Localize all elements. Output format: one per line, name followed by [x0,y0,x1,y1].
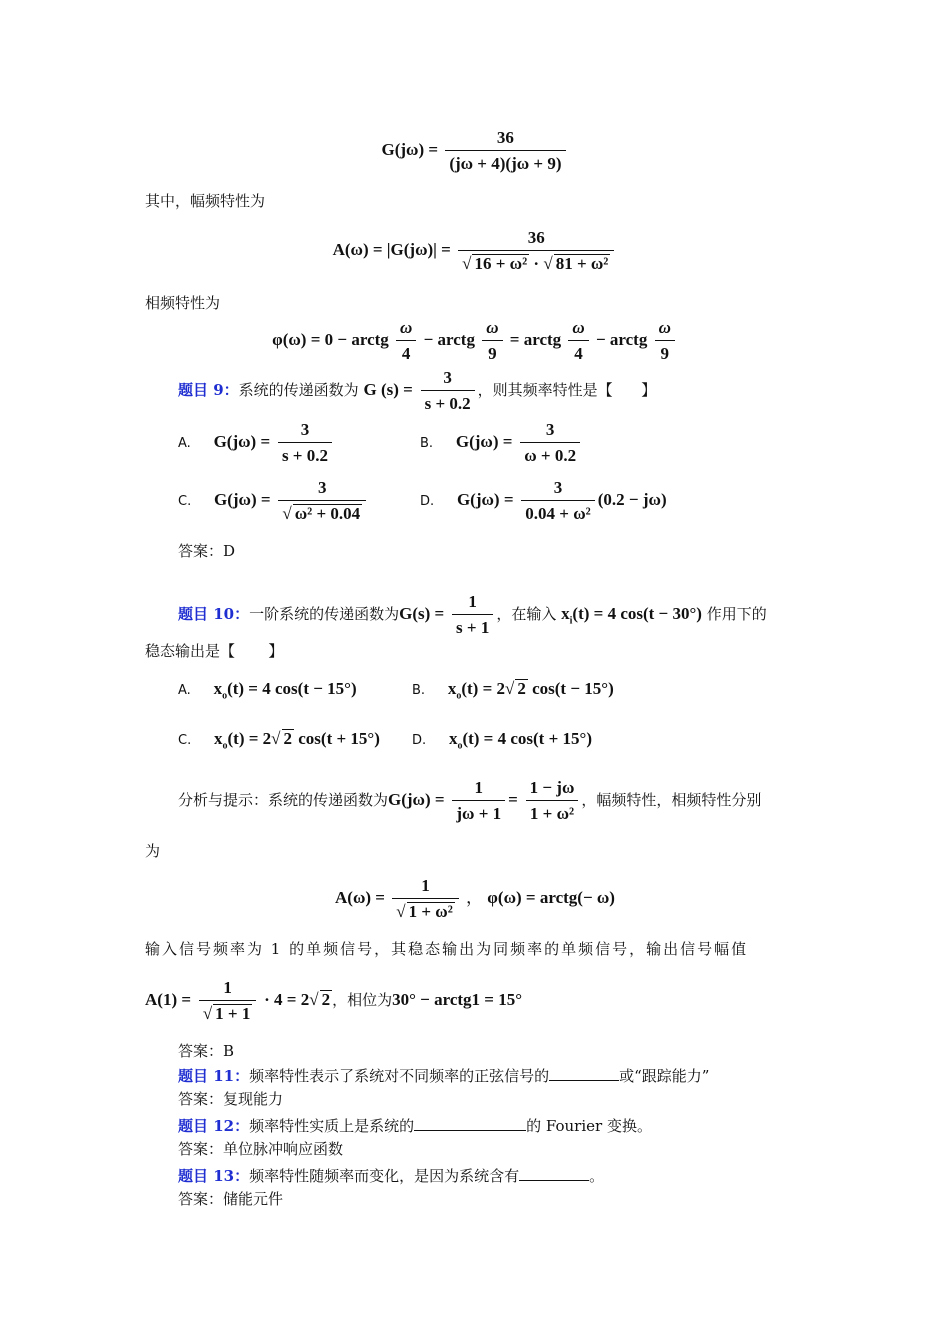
q11-label: 题目 11： [178,1067,250,1085]
q9-option-b-fraction [520,420,580,466]
q9-option-a-fraction [278,420,332,466]
q10-amp-sep: ， [466,887,484,907]
q10-calc-lhs: A(1) = [145,990,192,1009]
q10-hint-frac2 [526,778,579,824]
q10-hint-b: ，幅频特性，相频特性分别 [581,791,762,809]
eq3-op3: − arctg [595,329,648,349]
q10-answer: 答案：B [178,1042,235,1060]
equation-amplitude [0,228,950,274]
q9-tf-fraction [421,368,475,414]
q10-calc-rest-a: · 4 = 2 [264,990,310,1009]
q10-option-a-label: A. [178,683,191,698]
q10-calc-den: 1 + 1 [215,1004,251,1023]
q10-hint-f2-den: 1 + ω² [529,804,575,823]
eq1-num: 36 [445,128,565,151]
q10-hint-a: 分析与提示：系统的传递函数为 [178,791,389,809]
q13-stem [178,1164,604,1187]
q9-option-c-label: C. [178,494,192,509]
eq2-den-a: 16 + ω² [474,254,528,273]
q10-stem-a: 一阶系统的传递函数为 [249,605,400,623]
q9-option-b-num: 3 [520,420,580,443]
q10-calc-fraction [199,978,257,1024]
q10-hint-f1-den: jω + 1 [456,804,502,823]
q10-option-d-expr-wrap [448,729,592,752]
q10-tf-den: s + 1 [456,618,490,637]
q10-input-sub: i [569,615,573,627]
q10-hint-line2: 为 [145,842,161,860]
q10-hint-lhs: G(jω) = [388,790,445,809]
eq2-lhs: A(ω) = |G(jω)| = [332,239,451,259]
q10-amp-den: 1 + ω² [408,902,453,921]
q10-amp-phase [0,876,950,922]
q13-stem-a: 频率特性随频率而变化，是因为系统含有 [249,1167,520,1185]
q10-option-b-rad: 2 [517,679,526,698]
q9-option-c-den-wrap: √ ω² + 0.04 [282,504,361,523]
q10-option-a-expr-wrap [213,679,357,702]
q9-option-b-lhs: G(jω) = [455,432,513,451]
q9-option-b-den: ω + 0.2 [524,446,577,465]
q9-stem-b: ，则其频率特性是【 [477,381,613,399]
eq3-f1-den: 4 [401,344,411,363]
q10-tf-num: 1 [452,592,493,615]
q10-option-a-x: x [213,679,223,698]
q9-option-c-fraction [278,478,366,524]
q11-stem-b: 或“跟踪能力” [619,1067,710,1085]
q10-stem-line2 [145,640,283,662]
q10-stem-b: ，在输入 [496,605,557,623]
q10-option-b[interactable] [412,678,614,707]
eq3-frac2 [482,318,502,364]
text-phase-intro: 相频特性为 [145,294,221,312]
eq3-lhs: φ(ω) = 0 − arctg [272,329,389,349]
q10-option-b-expr-a: (t) = 2 [461,679,506,698]
q10-input-rest: (t) = 4 cos(t − 30°) [572,604,702,623]
eq3-f2-num: ω [482,318,502,341]
q10-input-x: x [561,604,570,623]
q10-option-d-x: x [448,729,458,748]
q10-paragraph: 输入信号频率为 1 的单频信号，其稳态输出为同频率的单频信号，输出信号幅值 [145,940,749,958]
q10-option-c-expr-a: (t) = 2 [227,729,272,748]
q10-option-d-sub: o [457,740,463,752]
q9-option-d-den: 0.04 + ω² [525,504,591,523]
q11-blank[interactable] [549,1064,619,1081]
q9-tf-lhs: G (s) = [363,380,413,399]
eq1-den: (jω + 4)(jω + 9) [449,154,562,173]
eq3-f4-den: 9 [660,344,669,363]
q9-option-a-lhs: G(jω) = [213,432,271,451]
q9-option-c-lhs: G(jω) = [214,490,271,509]
q10-option-d-expr: (t) = 4 cos(t + 15°) [462,729,592,748]
q10-calc-rest: · 4 = 2√ 2 [264,990,331,1009]
q10-calc-mid: ，相位为 [332,991,393,1009]
q10-option-b-sub: o [456,690,462,702]
q13-label: 题目 13： [178,1167,250,1185]
q10-stem-e: 】 [268,642,284,660]
text-amp-intro: 其中，幅频特性为 [145,192,266,210]
q9-option-c-num: 3 [278,478,366,501]
q9-option-c[interactable] [178,478,369,524]
q13-answer: 答案：储能元件 [178,1190,284,1208]
eq3-f4-num: ω [655,318,675,341]
q9-option-a-den: s + 0.2 [281,446,328,465]
q10-input [561,604,702,627]
q10-option-a[interactable] [178,678,357,707]
q10-option-c-expr-b: cos(t + 15°) [298,729,380,748]
equation-phase [0,318,950,364]
q10-option-a-expr: (t) = 4 cos(t − 15°) [227,679,357,698]
q9-label: 题目 9： [178,381,239,399]
q9-stem [178,368,656,414]
eq3-f3-den: 4 [574,344,583,363]
q13-blank[interactable] [519,1164,589,1181]
q9-option-c-den: ω² + 0.04 [294,504,361,523]
eq2-dot: · [533,254,540,273]
q12-stem [178,1114,652,1137]
q10-amp-den-wrap: √ 1 + ω² [396,902,453,921]
q11-stem [178,1064,709,1087]
q10-option-a-sub: o [222,690,228,702]
q10-option-c-rad: 2 [283,729,293,748]
eq3-op2: = arctg [509,329,562,349]
q9-answer: 答案：D [178,542,236,560]
q9-option-d-label: D. [420,494,435,509]
eq2-den: √ 16 + ω² · √ 81 + ω² [462,254,609,273]
q9-option-a-num: 3 [278,420,332,443]
q13-stem-b: 。 [589,1167,605,1185]
q10-label: 题目 10： [178,605,250,623]
q10-calc-phase: 30° − arctg1 = 15° [392,990,523,1009]
q9-option-d-num: 3 [521,478,594,501]
q10-option-b-expr-wrap: $x_o(t) = 2√$ 2 cos(t − 15°) [447,679,614,702]
eq2-fraction [458,228,614,274]
eq3-frac4 [655,318,675,364]
q9-option-d-lhs: G(jω) = [456,490,514,509]
q10-calc-den-wrap: √ 1 + 1 [202,1004,251,1023]
eq3-frac3 [568,318,588,364]
q9-stem-c: 】 [641,381,657,399]
q10-amp-fraction [392,876,459,922]
eq3-frac1 [396,318,416,364]
q10-option-b-x: x [447,679,457,698]
q9-stem-a: 系统的传递函数为 [238,381,359,399]
q9-option-a-label: A. [178,436,191,451]
q10-option-b-label: B. [412,683,426,698]
q10-option-c-sub: o [222,740,228,752]
q10-hint-frac1 [452,778,505,824]
q9-option-d-tail: (0.2 − jω) [597,490,667,509]
q10-option-d[interactable] [412,728,592,757]
q10-phase: φ(ω) = arctg(− ω) [487,887,615,907]
q10-hint-f2-num: 1 − jω [526,778,579,801]
q10-calc [145,978,522,1024]
q10-stem [178,592,767,638]
eq2-num: 36 [458,228,614,251]
q10-option-c-x: x [214,729,223,748]
q10-option-d-label: D. [412,733,427,748]
q10-hint-f1-num: 1 [452,778,505,801]
q11-answer: 答案：复现能力 [178,1090,284,1108]
q10-amp-lhs: A(ω) = [335,887,385,907]
q10-option-c-expr-wrap: $x_o(t) = 2√$ 2 cos(t + 15°) [214,729,380,752]
q12-stem-a: 频率特性实质上是系统的 [249,1117,415,1135]
q11-stem-a: 频率特性表示了系统对不同频率的正弦信号的 [249,1067,550,1085]
q9-option-b-label: B. [420,436,434,451]
q10-amp-num: 1 [392,876,459,899]
q10-tf-lhs: G(s) = [399,604,445,623]
eq1-fraction [445,128,565,174]
q9-tf-num: 3 [421,368,475,391]
q10-calc-rad: 2 [321,990,331,1009]
q9-option-a[interactable] [178,420,335,466]
eq2-den-b: 81 + ω² [555,254,609,273]
q12-stem-b: 的 Fourier 变换。 [526,1117,652,1135]
q10-stem-c: 作用下的 [706,605,767,623]
q12-answer: 答案：单位脉冲响应函数 [178,1140,344,1158]
eq3-op1: − arctg [423,329,475,349]
q9-tf-den: s + 0.2 [424,394,471,413]
q10-hint [178,778,761,824]
q10-option-b-expr-b: cos(t − 15°) [532,679,614,698]
q10-option-c-label: C. [178,733,192,748]
q10-stem-d: 稳态输出是【 [145,642,236,660]
q10-tf-fraction [452,592,493,638]
q9-option-d[interactable] [420,478,667,524]
eq3-f1-num: ω [396,318,416,341]
eq3-f3-num: ω [568,318,588,341]
eq3-f2-den: 9 [488,344,497,363]
q12-blank[interactable] [414,1114,526,1131]
q10-calc-num: 1 [199,978,257,1001]
q9-option-b[interactable] [420,420,583,466]
equation-g-jw [0,128,950,174]
q10-option-c[interactable] [178,728,380,757]
eq1-lhs: G(jω) = [381,139,439,159]
q10-hint-eq: = [508,790,518,809]
q12-label: 题目 12： [178,1117,250,1135]
q9-option-d-fraction [521,478,594,524]
